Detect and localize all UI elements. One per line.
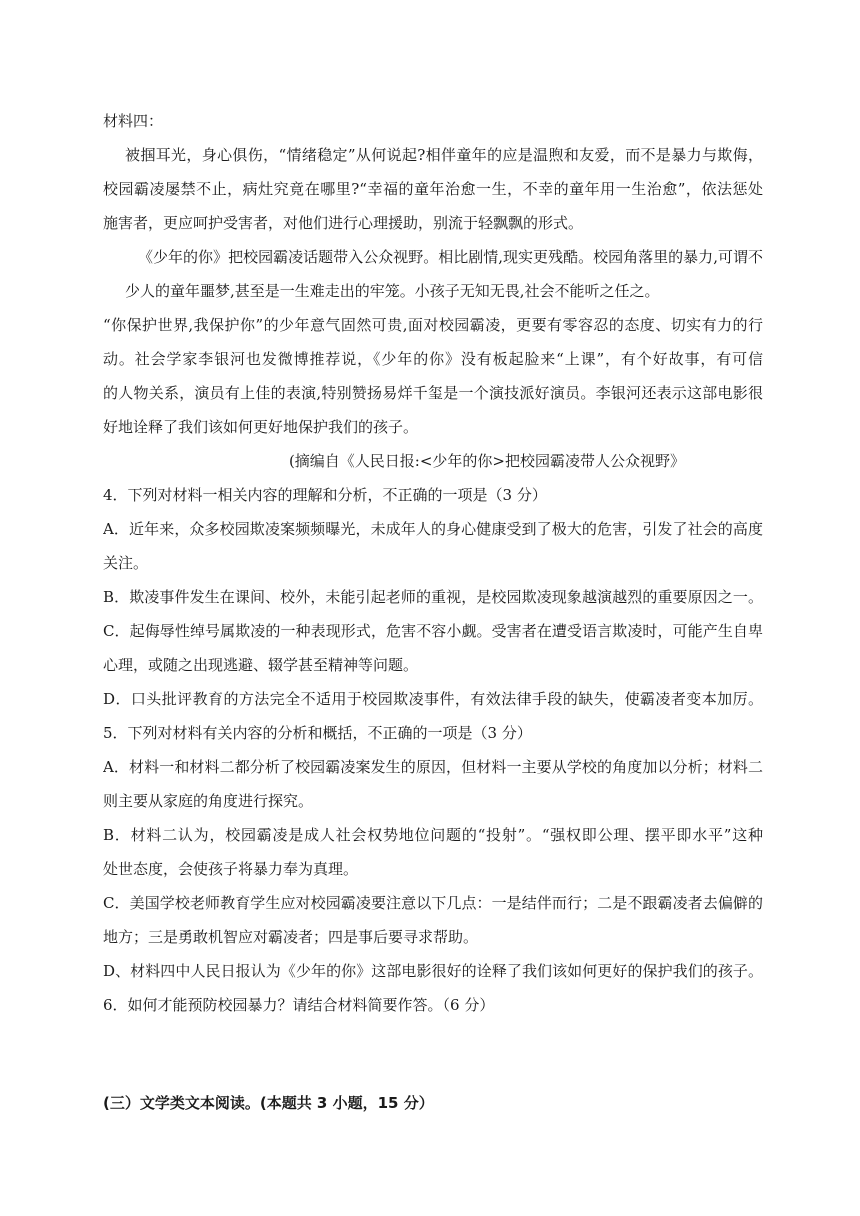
question-4: 4．下列对材料一相关内容的理解和分析，不正确的一项是（3 分） (103, 486, 547, 504)
question-5-option-a-cont: 则主要从家庭的角度进行探究。 (103, 792, 314, 810)
question-4-option-c-cont: 心理，或随之出现逃避、辍学甚至精神等问题。 (103, 656, 419, 674)
question-5-option-a: A．材料一和材料二都分析了校园霸凌案发生的原因，但材料一主要从学校的角度加以分析；材料二 (103, 758, 763, 776)
question-5: 5．下列对材料有关内容的分析和概括，不正确的一项是（3 分） (103, 724, 532, 742)
paragraph-line: 好地诠释了我们该如何更好地保护我们的孩子。 (103, 418, 419, 436)
paragraph-line: “你保护世界,我保护你”的少年意气固然可贵,面对校园霸凌，更要有零容忍的态度、切实有力的行 (103, 316, 763, 334)
question-5-option-b-cont: 处世态度，会使孩子将暴力奉为真理。 (103, 860, 359, 878)
material-four-heading: 材料四： (103, 112, 164, 130)
paragraph-line: 校园霸凌屡禁不止，病灶究竟在哪里?“幸福的童年治愈一生，不幸的童年用一生治愈”，依法惩处 (103, 180, 763, 198)
question-5-option-b: B．材料二认为，校园霸凌是成人社会权势地位问题的“投射”。“强权即公理、摆平即水平”这种 (103, 826, 763, 844)
source-citation: (摘编自《人民日报:<少年的你>把校园霸凌带人公众视野》 (288, 452, 685, 470)
paragraph-line: 被掴耳光，身心俱伤，“情绪稳定”从何说起?相伴童年的应是温煦和友爱，而不是暴力与欺侮， (125, 146, 763, 164)
paragraph-line: 的人物关系，演员有上佳的表演,特别赞扬易烊千玺是一个演技派好演员。李银河还表示这部电影很 (103, 384, 763, 402)
question-4-option-c: C．起侮辱性绰号属欺凌的一种表现形式，危害不容小觑。受害者在遭受语言欺凌时，可能产生自卑 (103, 622, 763, 640)
question-4-option-a-cont: 关注。 (103, 554, 149, 572)
question-4-option-a: A．近年来，众多校园欺凌案频频曝光，未成年人的身心健康受到了极大的危害，引发了社会的高度 (103, 520, 763, 538)
section-three-heading: (三）文学类文本阅读。(本题共 3 小题，15 分） (103, 1094, 434, 1112)
question-6: 6．如何才能预防校园暴力？请结合材料简要作答。（6 分） (103, 996, 495, 1014)
paragraph-line: 少人的童年噩梦,甚至是一生难走出的牢笼。小孩子无知无畏,社会不能听之任之。 (125, 282, 660, 300)
paragraph-line: 《少年的你》把校园霸凌话题带入公众视野。相比剧情,现实更残酷。校园角落里的暴力,可谓不 (138, 248, 763, 266)
question-5-option-d: D、材料四中人民日报认为《少年的你》这部电影很好的诠释了我们该如何更好的保护我们的孩子。 (103, 962, 763, 980)
question-5-option-c: C．美国学校老师教育学生应对校园霸凌要注意以下几点：一是结伴而行；二是不跟霸凌者去偏僻的 (103, 894, 763, 912)
question-4-option-d: D．口头批评教育的方法完全不适用于校园欺凌事件，有效法律手段的缺失，使霸凌者变本加厉。 (103, 690, 763, 708)
paragraph-line: 施害者，更应呵护受害者，对他们进行心理援助，别流于轻飘飘的形式。 (103, 214, 584, 232)
paragraph-line: 动。社会学家李银河也发微博推荐说，《少年的你》没有板起脸来“上课”，有个好故事，有可信 (103, 350, 763, 368)
question-4-option-b: B．欺凌事件发生在课间、校外，未能引起老师的重视，是校园欺凌现象越演越烈的重要原因之一。 (103, 588, 763, 606)
question-5-option-c-cont: 地方；三是勇敢机智应对霸凌者；四是事后要寻求帮助。 (103, 928, 479, 946)
